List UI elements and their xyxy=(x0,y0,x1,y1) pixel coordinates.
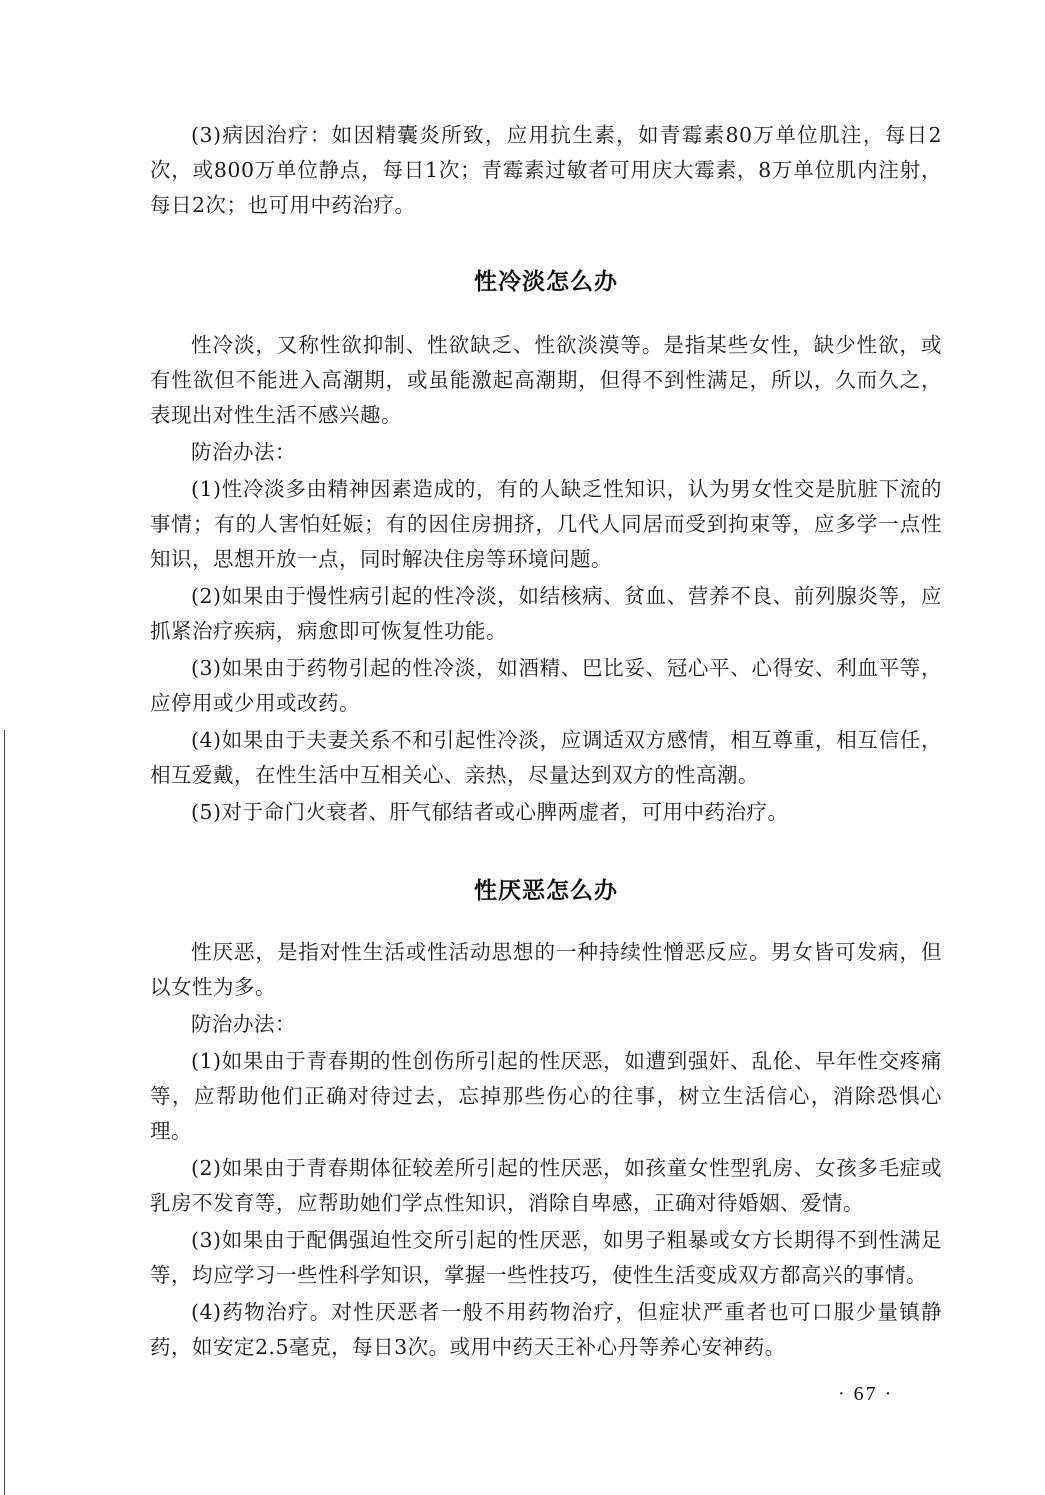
section2-paragraph: 性厌恶，是指对性生活或性活动思想的一种持续性憎恶反应。男女皆可发病，但以女性为多。 xyxy=(150,940,942,999)
section2-paragraph: (4)药物治疗。对性厌恶者一般不用药物治疗，但症状严重者也可口服少量镇静药，如安定2.5毫克，每日3次。或用中药天王补心丹等养心安神药。 xyxy=(150,1300,942,1359)
section-title-sexual-aversion: 性厌恶怎么办 xyxy=(474,878,618,904)
intro-paragraph: (3)病因治疗：如因精囊炎所致，应用抗生素，如青霉素80万单位肌注，每日2次，或800万单位静点，每日1次；青霉素过敏者可用庆大霉素，8万单位肌内注射，每日2次；也可用中药治疗。 xyxy=(150,123,942,217)
section1-paragraph: (1)性冷淡多由精神因素造成的，有的人缺乏性知识，认为男女性交是肮脏下流的事情；有的人害怕妊娠；有的因住房拥挤，几代人同居而受到拘束等，应多学一点性知识，思想开放一点，同时解决住房等环境问题。 xyxy=(150,477,942,571)
section1-paragraph: 防治办法： xyxy=(191,440,296,464)
page-number: · 67 · xyxy=(838,1383,894,1405)
section2-paragraph: 防治办法： xyxy=(191,1012,296,1036)
section2-paragraph: (1)如果由于青春期的性创伤所引起的性厌恶，如遭到强奸、乱伦、早年性交疼痛等，应帮助他们正确对待过去，忘掉那些伤心的往事，树立生活信心，消除恐惧心理。 xyxy=(150,1049,942,1143)
page-body xyxy=(150,118,942,1365)
section1-paragraph: (3)如果由于药物引起的性冷淡，如酒精、巴比妥、冠心平、心得安、利血平等，应停用或少用或改药。 xyxy=(150,656,942,715)
section2-paragraph: (2)如果由于青春期体征较差所引起的性厌恶，如孩童女性型乳房、女孩多毛症或乳房不发育等，应帮助她们学点性知识，消除自卑感，正确对待婚姻、爱情。 xyxy=(150,1156,942,1215)
section2-paragraph: (3)如果由于配偶强迫性交所引起的性厌恶，如男子粗暴或女方长期得不到性满足等，均应学习一些性科学知识，掌握一些性技巧，使性生活变成双方都高兴的事情。 xyxy=(150,1228,942,1287)
section-title-sexual-apathy: 性冷淡怎么办 xyxy=(474,269,618,295)
section1-paragraph: 性冷淡，又称性欲抑制、性欲缺乏、性欲淡漠等。是指某些女性，缺少性欲，或有性欲但不能进入高潮期，或虽能激起高潮期，但得不到性满足，所以，久而久之，表现出对性生活不感兴趣。 xyxy=(150,333,942,427)
section1-paragraph: (2)如果由于慢性病引起的性冷淡，如结核病、贫血、营养不良、前列腺炎等，应抓紧治疗疾病，病愈即可恢复性功能。 xyxy=(150,584,942,643)
section1-paragraph: (5)对于命门火衰者、肝气郁结者或心脾两虚者，可用中药治疗。 xyxy=(191,800,789,824)
section1-paragraph: (4)如果由于夫妻关系不和引起性冷淡，应调适双方感情，相互尊重，相互信任，相互爱戴，在性生活中互相关心、亲热，尽量达到双方的性高潮。 xyxy=(150,728,942,787)
scan-edge-line xyxy=(4,730,5,1495)
